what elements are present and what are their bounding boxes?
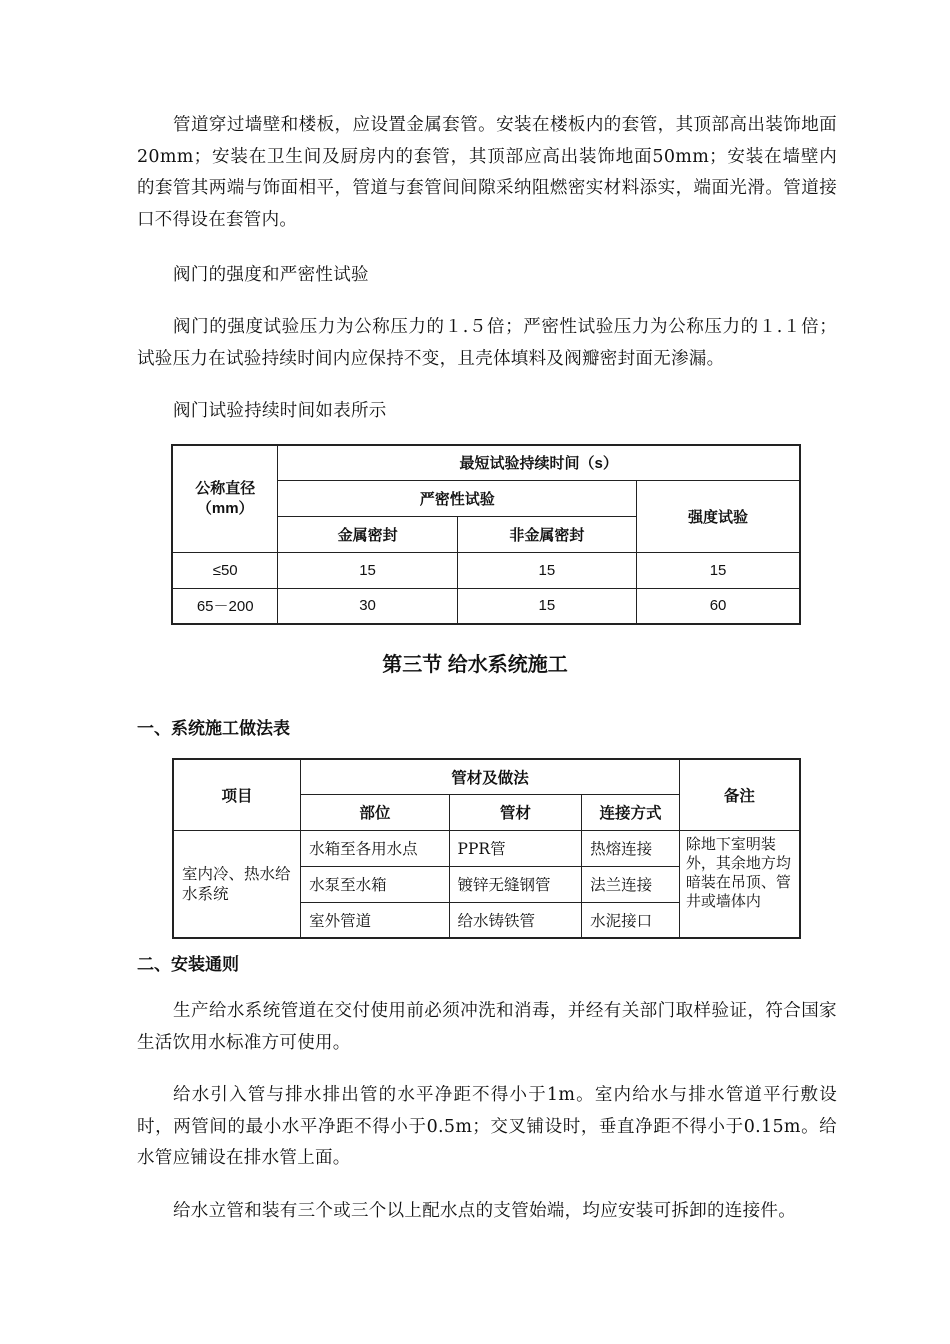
paragraph-casing-pipe: 管道穿过墙壁和楼板，应设置金属套管。安装在楼板内的套管，其顶部高出装饰地面20mm；安装在卫生间及厨房内的套管，其顶部应高出装饰地面50mm；安装在墙壁内的套管其两端与饰面相平，管道与套管间间隙采纳阻燃密实材料添实，端面光滑。管道接口不得设在套管内。 <box>137 115 837 230</box>
cell-connection: 法兰连接 <box>582 866 680 902</box>
subheading-general-rules: 二、安装通则 <box>137 955 239 974</box>
paragraph-valve-test-title: 阀门的强度和严密性试验 <box>173 265 369 285</box>
table-row <box>173 830 800 866</box>
cell-part: 室外管道 <box>301 902 449 938</box>
paragraph-valve-duration: 阀门试验持续时间如表所示 <box>173 401 387 421</box>
cell-material: PPR管 <box>449 830 582 866</box>
paragraph-spacing: 给水引入管与排水排出管的水平净距不得小于1m。室内给水与排水管道平行敷设时，两管间的最小水平净距不得小于0.5m；交叉铺设时，垂直净距不得小于0.15m。给水管应铺设在排水管上面。 <box>137 1085 837 1168</box>
cell-metal: 15 <box>278 552 457 588</box>
cell-item: 室内冷、热水给水系统 <box>173 830 301 938</box>
cell-strength: 15 <box>637 552 800 588</box>
cell-strength: 60 <box>637 588 800 624</box>
header-metal-seal: 金属密封 <box>278 516 457 552</box>
section-title: 第三节 给水系统施工 <box>382 654 568 676</box>
valve-test-duration-table <box>171 444 801 625</box>
cell-material: 镀锌无缝钢管 <box>449 866 582 902</box>
header-min-test-duration: 最短试验持续时间（s） <box>278 445 800 480</box>
cell-nonmetal: 15 <box>457 552 636 588</box>
cell-diameter: ≤50 <box>172 552 278 588</box>
cell-connection: 热熔连接 <box>582 830 680 866</box>
cell-remark: 除地下室明装外，其余地方均暗装在吊顶、管井或墙体内 <box>679 830 800 938</box>
table-row <box>172 552 800 588</box>
paragraph-connectors: 给水立管和装有三个或三个以上配水点的支管始端，均应安装可拆卸的连接件。 <box>173 1201 796 1221</box>
paragraph-valve-pressure: 阀门的强度试验压力为公称压力的１.５倍；严密性试验压力为公称压力的１.１倍；试验压力在试验持续时间内应保持不变，且壳体填料及阀瓣密封面无渗漏。 <box>137 317 837 369</box>
cell-metal: 30 <box>278 588 457 624</box>
cell-connection: 水泥接口 <box>582 902 680 938</box>
header-pipe-method: 管材及做法 <box>301 759 680 794</box>
header-connection: 连接方式 <box>582 794 680 830</box>
cell-material: 给水铸铁管 <box>449 902 582 938</box>
header-part: 部位 <box>301 794 449 830</box>
header-item: 项目 <box>173 759 301 830</box>
cell-part: 水箱至各用水点 <box>301 830 449 866</box>
table-row <box>172 588 800 624</box>
header-nominal-diameter: 公称直径（mm） <box>172 445 278 552</box>
header-material: 管材 <box>449 794 582 830</box>
cell-part: 水泵至水箱 <box>301 866 449 902</box>
header-strength-test: 强度试验 <box>637 480 800 552</box>
cell-diameter: 65－200 <box>172 588 278 624</box>
cell-nonmetal: 15 <box>457 588 636 624</box>
header-tightness-test: 严密性试验 <box>278 480 637 516</box>
paragraph-flushing: 生产给水系统管道在交付使用前必须冲洗和消毒，并经有关部门取样验证，符合国家生活饮用水标准方可使用。 <box>137 1001 837 1053</box>
header-nonmetal-seal: 非金属密封 <box>457 516 636 552</box>
construction-method-table <box>172 758 801 939</box>
header-remark: 备注 <box>679 759 800 830</box>
subheading-construction-table: 一、系统施工做法表 <box>137 719 290 738</box>
